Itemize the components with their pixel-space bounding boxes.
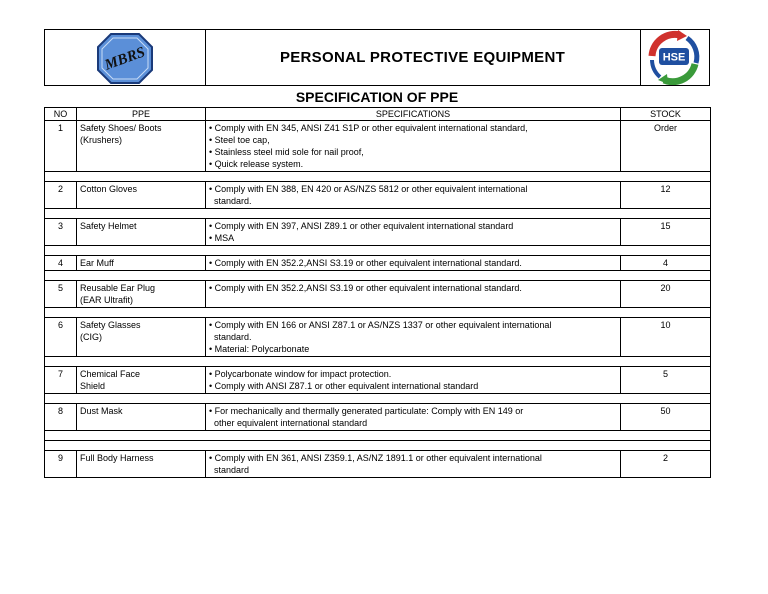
cell-ppe — [77, 451, 206, 478]
cell-ppe — [77, 281, 206, 308]
table-row — [45, 256, 711, 271]
spacer-cell — [45, 246, 711, 256]
table-row — [45, 182, 711, 209]
column-header-ppe: PPE — [77, 108, 206, 121]
hse-logo-text: HSE — [662, 51, 686, 64]
cell-no: 7 — [45, 367, 77, 394]
cell-stock: 2 — [621, 451, 711, 478]
cell-stock: 5 — [621, 367, 711, 394]
cell-ppe — [77, 182, 206, 209]
spacer-cell — [45, 172, 711, 182]
table-row — [45, 404, 711, 431]
spacer-cell — [45, 308, 711, 318]
cell-no: 5 — [45, 281, 77, 308]
spacer-row — [45, 209, 711, 219]
specification-line: • Comply with EN 361, ANSI Z359.1, AS/NZ 1891.1 or other equivalent international — [209, 453, 542, 463]
specification-line: • Stainless steel mid sole for nail proof, — [209, 147, 364, 157]
cell-no: 4 — [45, 256, 77, 271]
table-row — [45, 318, 711, 357]
spacer-row — [45, 172, 711, 182]
cell-specifications — [206, 404, 621, 431]
cell-specifications — [206, 219, 621, 246]
cell-stock: 20 — [621, 281, 711, 308]
hse-logo — [640, 30, 709, 85]
cell-no: 2 — [45, 182, 77, 209]
spacer-row — [45, 357, 711, 367]
spacer-row — [45, 394, 711, 404]
spacer-row — [45, 441, 711, 451]
specification-line: standard. — [209, 196, 252, 206]
specification-line: • Comply with EN 388, EN 420 or AS/NZS 5812 or other equivalent international — [209, 184, 528, 194]
table-row — [45, 451, 711, 478]
ppe-name-line: Reusable Ear Plug — [80, 283, 156, 293]
ppe-name-line: Chemical Face — [80, 369, 141, 379]
specification-line: • Polycarbonate window for impact protection. — [209, 369, 392, 379]
cell-ppe — [77, 256, 206, 271]
spacer-cell — [45, 441, 711, 451]
cell-no: 6 — [45, 318, 77, 357]
table-row — [45, 281, 711, 308]
ppe-name-line: (EAR Ultrafit) — [80, 295, 134, 305]
cell-no: 8 — [45, 404, 77, 431]
page-subtitle: SPECIFICATION OF PPE — [295, 89, 459, 105]
ppe-name-line: Safety Glasses — [80, 320, 141, 330]
specification-line: • Quick release system. — [209, 159, 304, 169]
cell-specifications — [206, 367, 621, 394]
specification-line: • Comply with EN 397, ANSI Z89.1 or other equivalent international standard — [209, 221, 514, 231]
ppe-table — [44, 107, 711, 478]
table-row — [45, 219, 711, 246]
cell-specifications — [206, 182, 621, 209]
specification-line: • Comply with EN 352.2,ANSI S3.19 or other equivalent international standard. — [209, 258, 522, 268]
specification-line: • Steel toe cap, — [209, 135, 270, 145]
cell-no: 3 — [45, 219, 77, 246]
specification-line: other equivalent international standard — [209, 418, 368, 428]
table-row — [45, 367, 711, 394]
cell-ppe — [77, 121, 206, 172]
cell-stock: Order — [621, 121, 711, 172]
cell-specifications — [206, 451, 621, 478]
ppe-name-line: Dust Mask — [80, 406, 123, 416]
cell-specifications — [206, 256, 621, 271]
cell-ppe — [77, 367, 206, 394]
ppe-table-body — [45, 121, 711, 478]
mbrs-logo — [45, 30, 205, 85]
column-header-stock: STOCK — [621, 108, 711, 121]
mbrs-logo-text: MBRS — [102, 44, 148, 74]
cell-stock: 15 — [621, 219, 711, 246]
specification-line: • Comply with ANSI Z87.1 or other equivalent international standard — [209, 381, 479, 391]
spacer-row — [45, 431, 711, 441]
ppe-name-line: (CIG) — [80, 332, 102, 342]
cell-stock: 12 — [621, 182, 711, 209]
spacer-cell — [45, 394, 711, 404]
ppe-name-line: Safety Helmet — [80, 221, 137, 231]
table-header-row — [45, 108, 711, 121]
spacer-cell — [45, 357, 711, 367]
specification-line: standard — [209, 465, 250, 475]
ppe-name-line: Full Body Harness — [80, 453, 154, 463]
spacer-cell — [45, 431, 711, 441]
specification-line: standard. — [209, 332, 252, 342]
specification-line: • Comply with EN 166 or ANSI Z87.1 or AS/NZS 1337 or other equivalent international — [209, 320, 552, 330]
cell-stock: 4 — [621, 256, 711, 271]
document-title: PERSONAL PROTECTIVE EQUIPMENT — [205, 30, 641, 85]
cell-ppe — [77, 404, 206, 431]
specification-line: • MSA — [209, 233, 235, 243]
ppe-name-line: Shield — [80, 381, 106, 391]
cell-no: 9 — [45, 451, 77, 478]
column-header-specifications: SPECIFICATIONS — [206, 108, 621, 121]
cell-stock: 50 — [621, 404, 711, 431]
spacer-cell — [45, 209, 711, 219]
ppe-name-line: Cotton Gloves — [80, 184, 138, 194]
column-header-no: NO — [45, 108, 77, 121]
cell-no: 1 — [45, 121, 77, 172]
spacer-row — [45, 246, 711, 256]
cell-ppe — [77, 318, 206, 357]
table-row — [45, 121, 711, 172]
specification-line: • Material: Polycarbonate — [209, 344, 310, 354]
spacer-row — [45, 271, 711, 281]
cell-stock: 10 — [621, 318, 711, 357]
cell-specifications — [206, 318, 621, 357]
spacer-cell — [45, 271, 711, 281]
specification-line: • Comply with EN 345, ANSI Z41 S1P or other equivalent international standard, — [209, 123, 528, 133]
ppe-name-line: Ear Muff — [80, 258, 114, 268]
hse-logo-cell — [640, 30, 709, 85]
ppe-name-line: Safety Shoes/ Boots — [80, 123, 162, 133]
cell-specifications — [206, 281, 621, 308]
ppe-name-line: (Krushers) — [80, 135, 123, 145]
cell-specifications — [206, 121, 621, 172]
spacer-row — [45, 308, 711, 318]
logo-cell — [45, 30, 206, 85]
cell-ppe — [77, 219, 206, 246]
specification-line: • For mechanically and thermally generated particulate: Comply with EN 149 or — [209, 406, 524, 416]
document-header — [44, 29, 710, 86]
specification-line: • Comply with EN 352.2,ANSI S3.19 or other equivalent international standard. — [209, 283, 522, 293]
